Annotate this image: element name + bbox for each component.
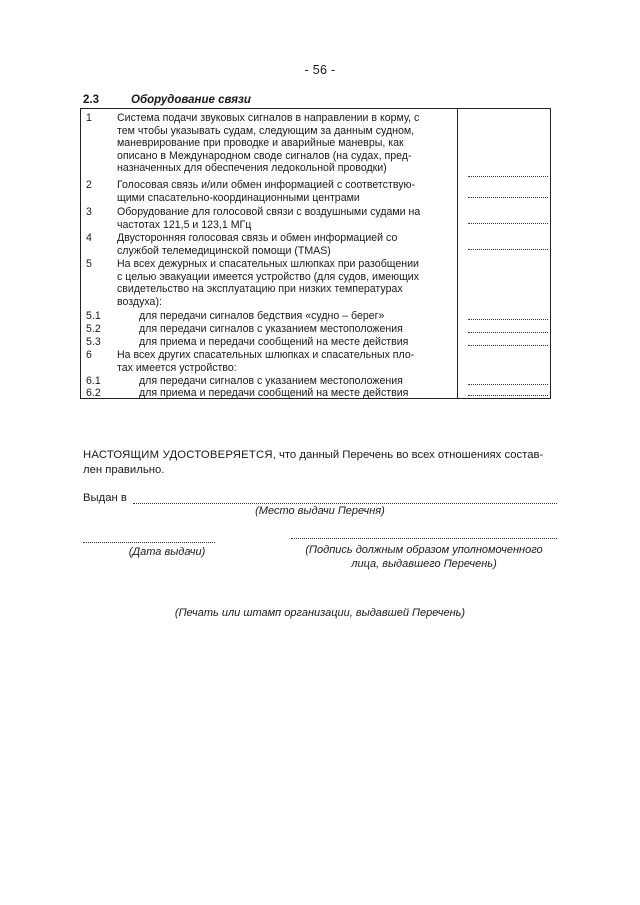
issued-label: Выдан в	[83, 492, 127, 504]
item-number: 2	[86, 179, 92, 191]
certification-statement	[83, 448, 558, 478]
section-number: 2.3	[83, 94, 99, 106]
item-number: 6	[86, 349, 92, 361]
entry-dotted-line	[468, 344, 548, 346]
item-number: 6.2	[86, 387, 101, 399]
item-line: Двусторонняя голосовая связь и обмен информацией со	[117, 232, 398, 244]
section-heading	[83, 94, 251, 107]
entry-dotted-line	[468, 196, 548, 198]
item-number: 6.1	[86, 375, 101, 387]
signature-caption-line: лица, выдавшего Перечень)	[351, 558, 497, 570]
stamp-caption: (Печать или штамп организации, выдавшей Перечень)	[174, 607, 466, 619]
entry-dotted-line	[468, 222, 548, 224]
entry-dotted-line	[468, 318, 548, 320]
item-number: 3	[86, 206, 92, 218]
section-title: Оборудование связи	[131, 94, 251, 106]
column-divider	[457, 109, 458, 398]
item-number: 1	[86, 112, 92, 124]
item-line: назначенных для обеспечения ледокольной проводки)	[117, 162, 387, 175]
entry-dotted-line	[468, 394, 548, 396]
equipment-table	[80, 108, 551, 399]
item-line: службой телемедицинской помощи (TMAS)	[117, 244, 331, 257]
item-line: тем чтобы указывать судам, следующим за данным судном,	[117, 124, 415, 137]
item-line: Голосовая связь и/или обмен информацией с соответствую-	[117, 179, 415, 191]
item-number: 4	[86, 232, 92, 244]
page-number: - 56 -	[304, 63, 336, 77]
signature-caption	[283, 543, 565, 571]
certification-text-line2: лен правильно.	[83, 464, 165, 476]
item-line: Оборудование для голосовой связи с воздушными судами на	[117, 206, 421, 218]
certification-text: , что данный Перечень во всех отношениях состав-	[272, 449, 544, 461]
item-text	[117, 349, 453, 374]
item-number: 5.1	[86, 310, 101, 322]
item-line: щими спасательно-координационными центрами	[117, 191, 360, 204]
item-line: На всех дежурных и спасательных шлюпках при разобщении	[117, 258, 419, 270]
item-number: 5	[86, 258, 92, 270]
place-caption: (Место выдачи Перечня)	[255, 505, 385, 517]
item-text: для передачи сигналов бедствия «судно – берег»	[139, 310, 385, 322]
item-line: описано в Международном своде сигналов (на судах, пред-	[117, 149, 412, 162]
entry-dotted-line	[468, 248, 548, 250]
signature-field[interactable]	[291, 537, 557, 539]
item-text: для передачи сигналов с указанием местоположения	[139, 323, 403, 335]
item-line: с целью эвакуации имеется устройство (для судов, имеющих	[117, 270, 420, 283]
item-text	[117, 112, 453, 175]
item-number: 5.2	[86, 323, 101, 335]
item-line: маневрирование при проводке и аварийные маневры, как	[117, 137, 404, 150]
item-line: тах имеется устройство:	[117, 361, 237, 374]
item-line: воздуха):	[117, 295, 162, 308]
entry-dotted-line	[468, 175, 548, 177]
item-line: На всех других спасательных шлюпках и спасательных пло-	[117, 349, 415, 361]
item-text: для приема и передачи сообщений на месте действия	[139, 387, 409, 399]
date-caption: (Дата выдачи)	[128, 546, 206, 558]
item-number: 5.3	[86, 336, 101, 348]
item-text	[117, 179, 453, 204]
signature-caption-line: (Подпись должным образом уполномоченного	[305, 544, 543, 556]
issue-date-field[interactable]	[83, 541, 215, 543]
entry-dotted-line	[468, 331, 548, 333]
item-line: частотах 121,5 и 123,1 МГц	[117, 218, 252, 231]
item-line: свидетельство на эксплуатацию при низких температурах	[117, 283, 403, 296]
entry-dotted-line	[468, 383, 548, 385]
item-text	[117, 206, 453, 231]
certification-lead: НАСТОЯЩИМ УДОСТОВЕРЯЕТСЯ	[83, 449, 273, 461]
item-text	[117, 232, 453, 257]
item-text: для приема и передачи сообщений на месте действия	[139, 336, 409, 348]
item-text: для передачи сигналов с указанием местоположения	[139, 375, 403, 387]
item-text	[117, 258, 453, 308]
item-line: Система подачи звуковых сигналов в направлении в корму, с	[117, 112, 420, 124]
